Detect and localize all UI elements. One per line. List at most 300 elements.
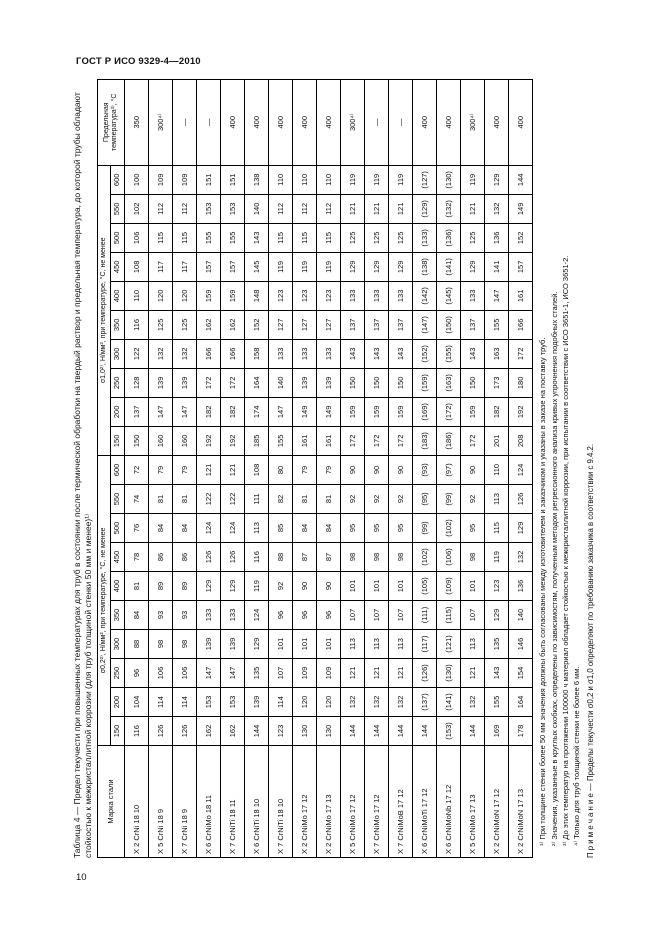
sigma02-cell: 124 (197, 514, 221, 543)
sigma02-cell: 86 (149, 543, 173, 572)
sigma10-cell: (145) (437, 281, 461, 310)
sigma02-cell: 133 (197, 601, 221, 630)
sigma02-cell: 155 (485, 688, 509, 717)
sigma10-cell: 149 (293, 397, 317, 426)
sigma02-cell: 95 (341, 514, 365, 543)
sigma10-cell: 133 (269, 339, 293, 368)
grade-cell: X 6 CrNiTi 18 10 (245, 746, 269, 858)
table-row (245, 79, 269, 857)
sigma02-cell: 106 (173, 659, 197, 688)
sigma10-cell: 123 (293, 281, 317, 310)
sigma10-cell: 137 (389, 310, 413, 339)
sigma10-cell: 125 (365, 223, 389, 252)
sigma10-cell: 185 (245, 426, 269, 455)
sigma02-cell: 80 (269, 455, 293, 484)
sigma10-cell: 180 (509, 368, 533, 397)
sigma10-cell: 125 (389, 223, 413, 252)
sigma10-cell: 182 (221, 397, 245, 426)
sigma02-cell: 89 (149, 572, 173, 601)
sigma10-cell: (169) (413, 397, 437, 426)
sigma10-cell: 138 (245, 165, 269, 194)
sigma10-cell: 112 (149, 194, 173, 223)
sigma10-cell: 133 (293, 339, 317, 368)
sigma10-cell: 106 (125, 223, 149, 252)
sigma02-cell: 129 (485, 601, 509, 630)
sigma02-cell: 96 (293, 601, 317, 630)
sigma02-cell: 121 (197, 455, 221, 484)
temp-header-cell: 500 (111, 514, 125, 543)
sigma10-cell: 141 (485, 252, 509, 281)
sigma02-cell: (106) (437, 543, 461, 572)
sigma02-cell: 135 (485, 630, 509, 659)
temp-header-cell: 150 (111, 717, 125, 746)
sigma02-cell: 101 (269, 630, 293, 659)
table-row (365, 79, 389, 857)
sigma10-cell: (183) (413, 426, 437, 455)
sigma02-cell: 90 (341, 455, 365, 484)
sigma10-cell: 161 (293, 426, 317, 455)
sigma02-cell: 121 (461, 659, 485, 688)
sigma02-cell: 107 (461, 601, 485, 630)
temp-header-cell: 350 (111, 601, 125, 630)
sigma10-cell: (142) (413, 281, 437, 310)
sigma10-cell: 172 (221, 368, 245, 397)
sigma02-cell: 114 (269, 688, 293, 717)
sigma10-cell: 121 (461, 194, 485, 223)
sigma02-cell: 153 (197, 688, 221, 717)
sigma02-cell: 106 (149, 659, 173, 688)
sigma10-cell: 158 (245, 339, 269, 368)
sigma10-cell: 160 (173, 426, 197, 455)
sigma02-cell: 119 (485, 543, 509, 572)
sigma10-cell: 132 (149, 339, 173, 368)
sigma10-cell: 115 (269, 223, 293, 252)
sigma10-cell: 172 (461, 426, 485, 455)
sigma02-cell: 120 (317, 688, 341, 717)
grade-cell: X 6 CrNiMoNb 17 12 (437, 746, 461, 858)
sigma02-cell: 72 (125, 455, 149, 484)
sigma02-cell: 88 (269, 543, 293, 572)
sigma10-cell: 119 (317, 252, 341, 281)
sigma02-cell: 98 (461, 543, 485, 572)
sigma10-cell: 122 (125, 339, 149, 368)
sigma10-cell: 137 (365, 310, 389, 339)
sigma02-cell: 129 (197, 572, 221, 601)
sigma02-cell: 98 (149, 630, 173, 659)
sigma02-cell: 101 (365, 572, 389, 601)
sigma02-cell: 144 (365, 717, 389, 746)
temp-header-cell: 600 (111, 165, 125, 194)
sigma10-cell: 109 (173, 165, 197, 194)
sigma02-cell: 81 (173, 485, 197, 514)
temp-header-cell: 300 (111, 339, 125, 368)
sigma10-cell: 115 (173, 223, 197, 252)
table-row (509, 79, 533, 857)
sigma02-cell: 81 (125, 572, 149, 601)
sigma02-cell: 144 (341, 717, 365, 746)
sigma02-cell: 144 (413, 717, 437, 746)
sigma02-cell: 178 (509, 717, 533, 746)
sigma10-cell: (155) (437, 339, 461, 368)
sigma10-cell: 139 (149, 368, 173, 397)
sigma02-cell: 129 (245, 630, 269, 659)
sigma10-cell: 143 (245, 223, 269, 252)
sigma02-cell: 84 (125, 601, 149, 630)
sigma10-cell: 147 (173, 397, 197, 426)
sigma10-cell: 159 (461, 397, 485, 426)
sigma02-cell: 113 (389, 630, 413, 659)
sigma02-cell: 144 (389, 717, 413, 746)
sigma02-cell: (137) (413, 688, 437, 717)
sigma02-cell: 121 (221, 455, 245, 484)
sigma02-cell: 116 (125, 717, 149, 746)
sigma02-cell: (109) (437, 572, 461, 601)
temp-header-cell: 200 (111, 397, 125, 426)
grade-cell: X 5 CrNiMo 17 12 (341, 746, 365, 858)
sigma10-cell: 133 (389, 281, 413, 310)
sigma10-cell: (163) (437, 368, 461, 397)
sigma02-cell: 121 (365, 659, 389, 688)
sigma10-cell: (186) (437, 426, 461, 455)
sigma02-cell: 132 (461, 688, 485, 717)
sigma02-cell: 90 (389, 455, 413, 484)
sigma02-cell: 76 (125, 514, 149, 543)
sigma02-cell: 146 (509, 630, 533, 659)
sigma02-cell: 92 (389, 485, 413, 514)
sigma10-cell: 112 (269, 194, 293, 223)
sigma02-cell: 98 (173, 630, 197, 659)
footnote: ³⁾ До этих температур на протяжении 100000 ч материал обладает стойкостью к межкристаллитной коррозии, при испытании в соответствии с ИСО 3651-1, ИСО 3651-2. (560, 255, 570, 846)
sigma02-cell: 115 (485, 514, 509, 543)
sigma10-cell: (138) (413, 252, 437, 281)
sigma10-cell: 129 (365, 252, 389, 281)
sigma02-cell: 114 (173, 688, 197, 717)
sigma10-cell: 119 (293, 252, 317, 281)
sigma02-cell: 147 (197, 659, 221, 688)
sigma02-cell: 139 (245, 688, 269, 717)
limit-cell: — (197, 79, 221, 165)
sigma10-cell: (141) (437, 252, 461, 281)
sigma10-cell: 172 (365, 426, 389, 455)
limit-cell: 300⁴⁾ (341, 79, 365, 165)
header-grade: Марка стали (98, 746, 125, 858)
limit-cell: — (365, 79, 389, 165)
sigma02-cell: 162 (221, 717, 245, 746)
temp-header-cell: 300 (111, 630, 125, 659)
sigma10-cell: 100 (125, 165, 149, 194)
grade-cell: X 2 CrNiMoN 17 13 (509, 746, 533, 858)
sigma02-cell: 132 (365, 688, 389, 717)
sigma02-cell: 126 (149, 717, 173, 746)
sigma02-cell: 90 (461, 455, 485, 484)
sigma02-cell: 90 (293, 572, 317, 601)
sigma02-cell: (115) (437, 601, 461, 630)
temp-header-cell: 400 (111, 572, 125, 601)
sigma02-cell: 90 (317, 572, 341, 601)
sigma10-cell: 155 (485, 310, 509, 339)
sigma02-cell: 119 (245, 572, 269, 601)
grade-cell: X 2 CrNi 18 10 (125, 746, 149, 858)
sigma02-cell: 120 (293, 688, 317, 717)
sigma10-cell: 182 (197, 397, 221, 426)
sigma10-cell: 125 (341, 223, 365, 252)
sigma10-cell: 139 (293, 368, 317, 397)
sigma10-cell: 115 (293, 223, 317, 252)
sigma10-cell: 173 (485, 368, 509, 397)
sigma02-cell: 101 (293, 630, 317, 659)
limit-cell: 400 (437, 79, 461, 165)
sigma10-cell: 159 (197, 281, 221, 310)
sigma10-cell: 117 (149, 252, 173, 281)
temp-header-cell: 550 (111, 194, 125, 223)
limit-cell: — (389, 79, 413, 165)
sigma02-cell: 86 (173, 543, 197, 572)
temp-header-cell: 500 (111, 223, 125, 252)
sigma10-cell: 110 (125, 281, 149, 310)
sigma10-cell: 160 (149, 426, 173, 455)
sigma02-cell: 162 (197, 717, 221, 746)
sigma10-cell: 119 (461, 165, 485, 194)
sigma02-cell: 107 (269, 659, 293, 688)
sigma10-cell: 144 (509, 165, 533, 194)
sigma10-cell: 133 (365, 281, 389, 310)
limit-cell: — (173, 79, 197, 165)
sigma10-cell: 112 (173, 194, 197, 223)
limit-cell: 400 (269, 79, 293, 165)
sigma10-cell: 147 (269, 397, 293, 426)
yield-strength-table (97, 79, 533, 858)
sigma02-cell: 114 (149, 688, 173, 717)
sigma02-cell: 78 (125, 543, 149, 572)
sigma02-cell: 123 (269, 717, 293, 746)
landscape-content (72, 80, 648, 858)
sigma10-cell: 151 (197, 165, 221, 194)
table-row (389, 79, 413, 857)
sigma02-cell: 81 (293, 485, 317, 514)
temp-header-cell: 450 (111, 543, 125, 572)
sigma02-cell: 111 (245, 485, 269, 514)
sigma10-cell: 145 (245, 252, 269, 281)
limit-cell: 400 (413, 79, 437, 165)
sigma10-cell: 159 (389, 397, 413, 426)
sigma02-cell: 132 (341, 688, 365, 717)
grade-cell: X 2 CrNiMo 17 12 (293, 746, 317, 858)
temp-header-cell: 350 (111, 310, 125, 339)
sigma10-cell: 159 (221, 281, 245, 310)
sigma02-cell: (153) (437, 717, 461, 746)
table-row (341, 79, 365, 857)
sigma02-cell: 101 (341, 572, 365, 601)
sigma02-cell: 130 (317, 717, 341, 746)
limit-cell: 300⁴⁾ (149, 79, 173, 165)
sigma02-cell: 139 (197, 630, 221, 659)
sigma10-cell: 150 (125, 426, 149, 455)
sigma10-cell: 147 (485, 281, 509, 310)
sigma10-cell: 125 (461, 223, 485, 252)
table-row (317, 79, 341, 857)
sigma02-cell: (95) (413, 485, 437, 514)
sigma02-cell: (93) (413, 455, 437, 484)
table-row (293, 79, 317, 857)
sigma02-cell: (141) (437, 688, 461, 717)
limit-cell: 300⁴⁾ (461, 79, 485, 165)
sigma10-cell: 127 (269, 310, 293, 339)
table-row (125, 79, 149, 857)
limit-cell: 400 (317, 79, 341, 165)
sigma02-cell: 113 (245, 514, 269, 543)
limit-cell: 400 (221, 79, 245, 165)
sigma10-cell: 123 (269, 281, 293, 310)
sigma10-cell: 115 (149, 223, 173, 252)
header-sigma02: σ0,2²⁾, Н/мм², при температуре, °С, не менее (98, 455, 111, 745)
sigma02-cell: 121 (389, 659, 413, 688)
sigma10-cell: 139 (173, 368, 197, 397)
sigma10-cell: 150 (365, 368, 389, 397)
grade-cell: X 6 CrNiMoTi 17 12 (413, 746, 437, 858)
table-row (485, 79, 509, 857)
sigma10-cell: 125 (149, 310, 173, 339)
table-header (98, 79, 125, 857)
sigma02-cell: 96 (125, 659, 149, 688)
sigma10-cell: 157 (221, 252, 245, 281)
sigma02-cell: 101 (461, 572, 485, 601)
sigma02-cell: 122 (197, 485, 221, 514)
grade-cell: X 5 CrNi 18 9 (149, 746, 173, 858)
sigma10-cell: 136 (485, 223, 509, 252)
sigma10-cell: 125 (173, 310, 197, 339)
sigma10-cell: 133 (317, 339, 341, 368)
sigma02-cell: 84 (317, 514, 341, 543)
sigma10-cell: 140 (245, 194, 269, 223)
sigma02-cell: 129 (221, 572, 245, 601)
sigma10-cell: 150 (461, 368, 485, 397)
sigma02-cell: 144 (245, 717, 269, 746)
sigma02-cell: 132 (509, 543, 533, 572)
sigma10-cell: 149 (317, 397, 341, 426)
sigma02-cell: 98 (389, 543, 413, 572)
sigma02-cell: 126 (221, 543, 245, 572)
sigma02-cell: 147 (221, 659, 245, 688)
sigma10-cell: 149 (509, 194, 533, 223)
sigma02-cell: 79 (317, 455, 341, 484)
sigma10-cell: 133 (461, 281, 485, 310)
sigma02-cell: 79 (149, 455, 173, 484)
sigma10-cell: 172 (341, 426, 365, 455)
grade-cell: X 2 CrNiMo 17 13 (317, 746, 341, 858)
sigma10-cell: 110 (269, 165, 293, 194)
sigma02-cell: 92 (269, 572, 293, 601)
sigma10-cell: 161 (317, 426, 341, 455)
sigma10-cell: (152) (413, 339, 437, 368)
sigma02-cell: 84 (293, 514, 317, 543)
sigma02-cell: 93 (149, 601, 173, 630)
sigma10-cell: 159 (365, 397, 389, 426)
table-row (269, 79, 293, 857)
sigma02-cell: 110 (485, 455, 509, 484)
table-row (173, 79, 197, 857)
table-row (437, 79, 461, 857)
sigma10-cell: (133) (413, 223, 437, 252)
sigma10-cell: 137 (125, 397, 149, 426)
sigma02-cell: 101 (389, 572, 413, 601)
sigma10-cell: 112 (293, 194, 317, 223)
table-row (413, 79, 437, 857)
grade-cell: X 5 CrNiMo 17 13 (461, 746, 485, 858)
table-row (461, 79, 485, 857)
temp-header-cell: 150 (111, 426, 125, 455)
sigma10-cell: 129 (485, 165, 509, 194)
footnote: ⁴⁾ Только для труб толщиной стенки не более 6 мм. (572, 666, 582, 846)
sigma02-cell: 108 (245, 455, 269, 484)
grade-cell: X 6 CrNiMo 18 11 (197, 746, 221, 858)
sigma10-cell: 157 (509, 252, 533, 281)
sigma10-cell: 162 (197, 310, 221, 339)
sigma02-cell: 121 (341, 659, 365, 688)
sigma10-cell: 161 (509, 281, 533, 310)
sigma10-cell: 112 (317, 194, 341, 223)
sigma02-cell: 133 (221, 601, 245, 630)
sigma10-cell: (132) (437, 194, 461, 223)
sigma02-cell: (111) (413, 601, 437, 630)
sigma02-cell: 74 (125, 485, 149, 514)
sigma10-cell: 159 (341, 397, 365, 426)
sigma10-cell: 152 (245, 310, 269, 339)
sigma02-cell: 92 (365, 485, 389, 514)
limit-cell: 400 (509, 79, 533, 165)
sigma02-cell: (99) (437, 485, 461, 514)
sigma10-cell: 155 (269, 426, 293, 455)
sigma02-cell: 79 (173, 455, 197, 484)
sigma02-cell: 164 (509, 688, 533, 717)
sigma02-cell: 123 (485, 572, 509, 601)
sigma10-cell: 102 (125, 194, 149, 223)
sigma02-cell: 136 (509, 572, 533, 601)
sigma10-cell: 147 (149, 397, 173, 426)
sigma10-cell: 153 (197, 194, 221, 223)
sigma02-cell: 90 (365, 455, 389, 484)
sigma02-cell: 113 (341, 630, 365, 659)
sigma10-cell: 155 (221, 223, 245, 252)
sigma02-cell: 87 (317, 543, 341, 572)
temp-header-cell: 250 (111, 368, 125, 397)
sigma02-cell: 113 (485, 485, 509, 514)
sigma10-cell: 143 (341, 339, 365, 368)
sigma10-cell: 150 (389, 368, 413, 397)
sigma10-cell: 108 (125, 252, 149, 281)
footnote: ²⁾ Значения, указанные в круглых скобках, определены по зависимостям, полученным методом регрессионного анализа кривых упрочнения подобных сталей. (549, 291, 559, 846)
sigma02-cell: 88 (125, 630, 149, 659)
sigma02-cell: 107 (365, 601, 389, 630)
limit-cell: 400 (245, 79, 269, 165)
sigma10-cell: 121 (389, 194, 413, 223)
temp-header-cell: 200 (111, 688, 125, 717)
sigma02-cell: 93 (173, 601, 197, 630)
table-note: П р и м е ч а н и е — Пределы текучести σ0,2 и σ1,0 определяют по требованию заказчика в соответствии с 9.4.2. (586, 443, 596, 858)
grade-cell: X 7 CrNiTi 18 11 (221, 746, 245, 858)
sigma10-cell: 166 (509, 310, 533, 339)
sigma10-cell: 148 (245, 281, 269, 310)
sigma02-cell: 101 (317, 630, 341, 659)
sigma02-cell: 143 (485, 659, 509, 688)
grade-cell: X 7 CrNiMo 17 12 (365, 746, 389, 858)
sigma02-cell: 84 (149, 514, 173, 543)
sigma02-cell: 96 (269, 601, 293, 630)
sigma10-cell: (172) (437, 397, 461, 426)
sigma10-cell: (159) (413, 368, 437, 397)
sigma02-cell: 124 (245, 601, 269, 630)
sigma02-cell: (117) (413, 630, 437, 659)
sigma02-cell: (99) (413, 514, 437, 543)
